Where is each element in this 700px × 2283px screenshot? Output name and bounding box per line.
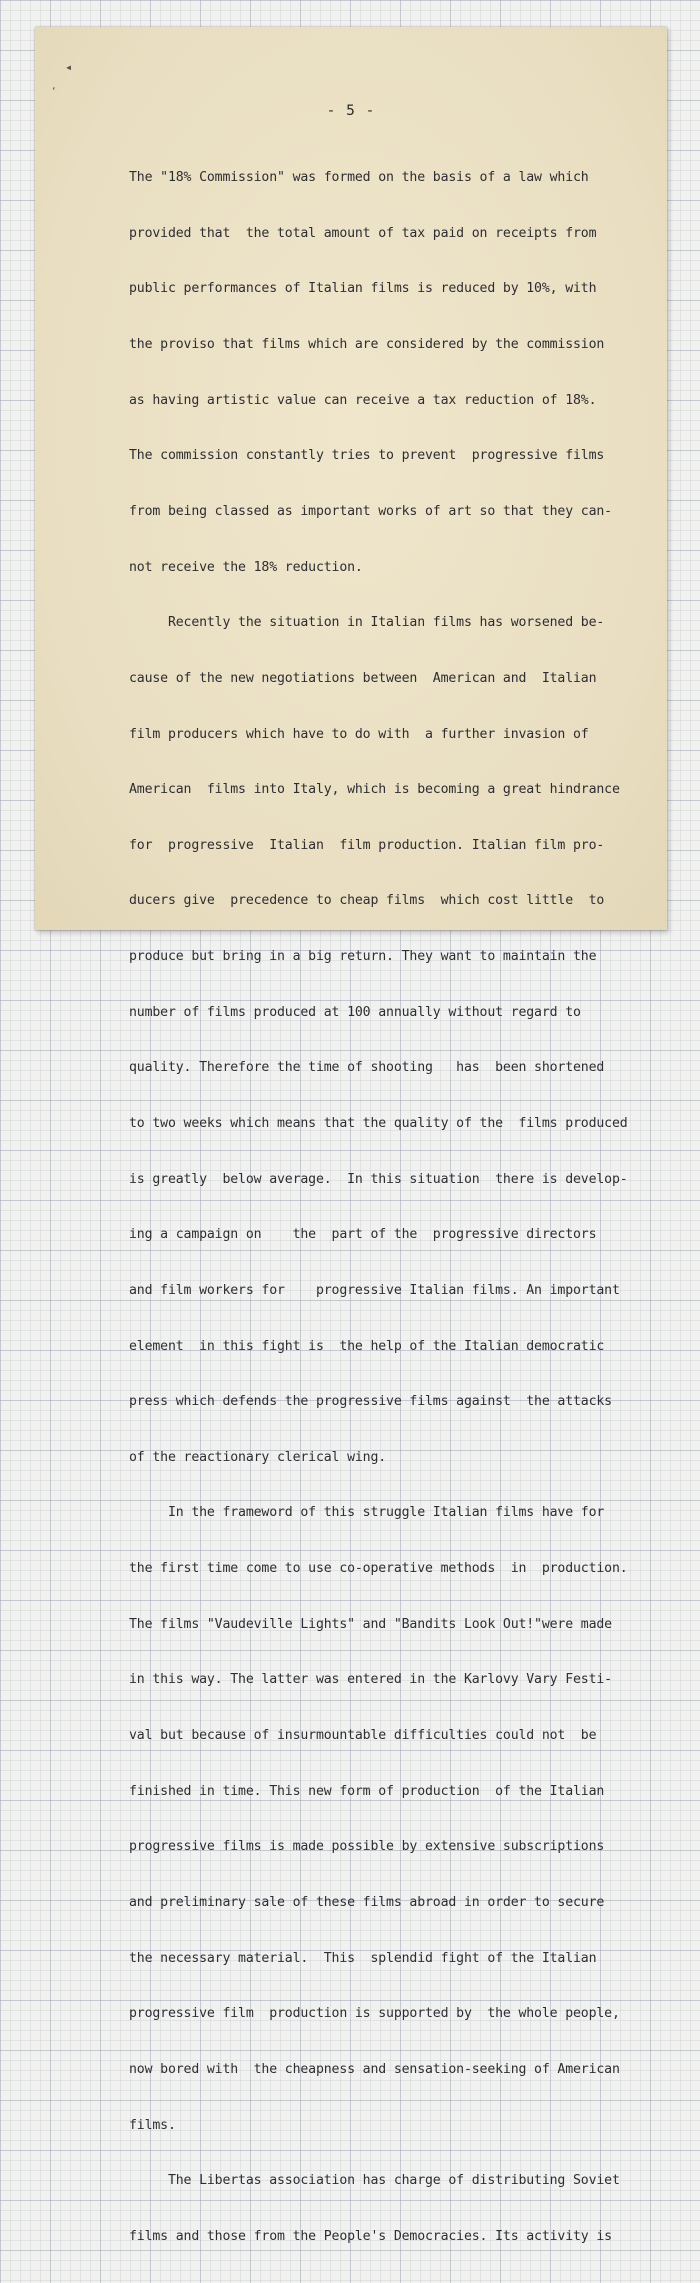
text-line: is greatly below average. In this situation there is develop-: [129, 1171, 628, 1187]
text-line: from being classed as important works of art so that they can-: [129, 503, 612, 519]
text-line: for progressive Italian film production. Italian film pro-: [129, 837, 605, 853]
text-line: the first time come to use co-operative methods in production.: [129, 1561, 628, 1577]
text-line: now bored with the cheapness and sensation-seeking of American: [129, 2061, 620, 2077]
text-line: public performances of Italian films is reduced by 10%, with: [129, 281, 597, 297]
text-line: films.: [129, 2117, 176, 2133]
text-line: The Libertas association has charge of distributing Soviet: [129, 2173, 620, 2189]
text-line: and film workers for progressive Italian films. An important: [129, 1282, 620, 1298]
text-line: of the reactionary clerical wing.: [129, 1449, 387, 1465]
page-number: - 5 -: [326, 103, 376, 119]
text-line: produce but bring in a big return. They want to maintain the: [129, 949, 597, 965]
text-line: in this way. The latter was entered in the Karlovy Vary Festi-: [129, 1672, 612, 1688]
text-line: In the frameword of this struggle Italian films have for: [129, 1505, 605, 1521]
margin-mark: ◂: [65, 60, 73, 74]
body-text: [129, 132, 639, 2283]
text-line: as having artistic value can receive a tax reduction of 18%.: [129, 392, 597, 408]
text-line: ducers give precedence to cheap films which cost little to: [129, 893, 605, 909]
text-line: val but because of insurmountable difficulties could not be: [129, 1728, 597, 1744]
text-line: number of films produced at 100 annually without regard to: [129, 1004, 581, 1020]
text-line: progressive film production is supported by the whole people,: [129, 2006, 620, 2022]
text-line: finished in time. This new form of production of the Italian: [129, 1783, 605, 1799]
document-page: [35, 27, 667, 2244]
text-line: cause of the new negotiations between American and Italian: [129, 670, 597, 686]
text-line: quality. Therefore the time of shooting has been shortened: [129, 1060, 605, 1076]
text-line: The commission constantly tries to prevent progressive films: [129, 448, 605, 464]
text-line: The films "Vaudeville Lights" and "Bandits Look Out!"were made: [129, 1616, 612, 1632]
text-line: progressive films is made possible by extensive subscriptions: [129, 1839, 605, 1855]
margin-mark: ‘: [51, 87, 57, 97]
text-line: to two weeks which means that the quality of the films produced: [129, 1115, 628, 1131]
text-line: films and those from the People's Democracies. Its activity is: [129, 2228, 612, 2244]
text-line: the proviso that films which are considered by the commission: [129, 337, 605, 353]
text-line: and preliminary sale of these films abroad in order to secure: [129, 1894, 605, 1910]
text-line: press which defends the progressive films against the attacks: [129, 1394, 612, 1410]
text-line: the necessary material. This splendid fight of the Italian: [129, 1950, 597, 1966]
text-line: element in this fight is the help of the Italian democratic: [129, 1338, 605, 1354]
text-line: Recently the situation in Italian films has worsened be-: [129, 615, 605, 631]
text-line: film producers which have to do with a further invasion of: [129, 726, 589, 742]
text-line: The "18% Commission" was formed on the basis of a law which: [129, 170, 589, 186]
text-line: American films into Italy, which is becoming a great hindrance: [129, 782, 620, 798]
text-line: not receive the 18% reduction.: [129, 559, 363, 575]
text-line: ing a campaign on the part of the progressive directors: [129, 1227, 597, 1243]
text-line: provided that the total amount of tax paid on receipts from: [129, 225, 597, 241]
